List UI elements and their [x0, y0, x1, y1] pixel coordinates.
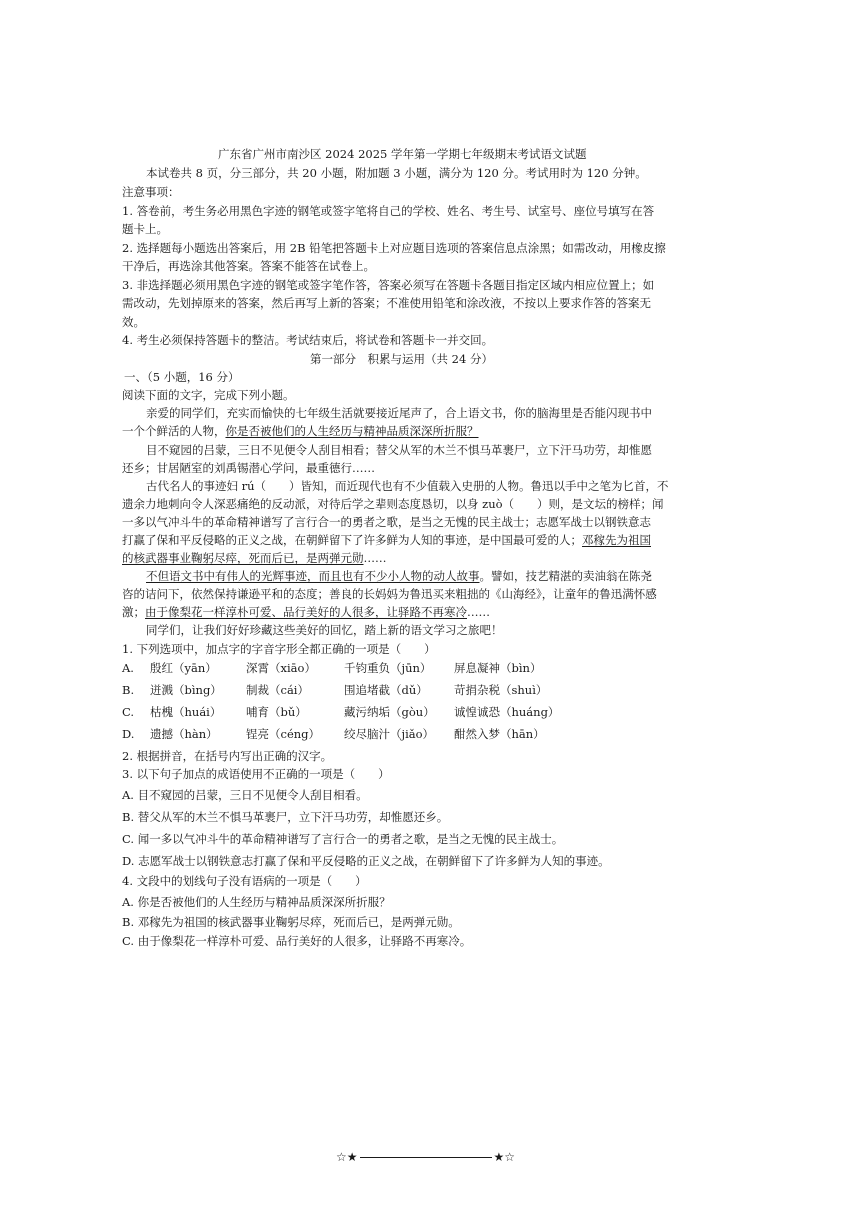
underlined-sentence: 由于像梨花一样淳朴可爱、品行美好的人很多，让驿路不再寒冷: [145, 605, 467, 619]
notice-line: 干净后，再选涂其他答案。答案不能答在试卷上。: [122, 259, 375, 273]
underlined-sentence: 你是否被他们的人生经历与精神品质深深所折服？: [225, 424, 479, 438]
passage-line: 亲爱的同学们，充实而愉快的七年级生活就要接近尾声了，合上语文书，你的脑海里是否能闪现书中: [146, 406, 652, 420]
notice-line: 题卡上。: [122, 222, 168, 236]
part-heading: 第一部分 积累与运用（共 24 分）: [310, 352, 493, 366]
question-3-option: C. 闻一多以气冲斗牛的革命精神谱写了言行合一的勇者之歌，是当之无愧的民主战士。: [122, 832, 564, 846]
question-1-stem: 1. 下列选项中，加点字的字音字形全都正确的一项是（ ）: [122, 642, 436, 656]
read-instruction: 阅读下面的文字，完成下列小题。: [122, 388, 295, 402]
question-1-option: D. 遗撼（hàn） 锃亮（céng） 绞尽脑汁（jiǎo） 酣然入梦（hān）: [122, 727, 545, 741]
question-4-option: A. 你是否被他们的人生经历与精神品质深深所折服？: [122, 895, 391, 909]
question-4-stem: 4. 文段中的划线句子没有语病的一项是（ ）: [122, 874, 367, 888]
question-4-option: C. 由于像梨花一样淳朴可爱、品行美好的人很多，让驿路不再寒冷。: [122, 934, 472, 948]
question-4-option: B. 邓稼先为祖国的核武器事业鞠躬尽瘁，死而后已，是两弹元勋。: [122, 915, 460, 929]
passage-line: 目不窥园的吕蒙，三日不见便令人刮目相看；替父从军的木兰不惧马革裹尸，立下汗马功劳，却惟愿: [146, 443, 652, 457]
underlined-sentence: 不但语文书中有伟人的光辉事迹，而且也有不少小人物的动人故事: [146, 569, 480, 583]
notice-line: 需改动，先划掉原来的答案，然后再写上新的答案；不准使用铅笔和涂改液，不按以上要求作答的答案无: [122, 296, 651, 310]
notice-line: 效。: [122, 315, 145, 329]
question-3-option: A. 目不窥园的吕蒙，三日不见便令人刮目相看。: [122, 788, 368, 802]
exam-intro: 本试卷共 8 页，分三部分，共 20 小题，附加题 3 小题，满分为 120 分。考试用时为 120 分钟。: [146, 166, 647, 180]
underlined-sentence: 邓稼先为祖国: [582, 533, 651, 547]
passage-line: 激；由于像梨花一样淳朴可爱、品行美好的人很多，让驿路不再寒冷……: [122, 605, 490, 619]
notice-label: 注意事项：: [122, 185, 180, 199]
star-icon: ☆★: [336, 1150, 358, 1164]
exam-title: 广东省广州市南沙区 2024 2025 学年第一学期七年级期末考试语文试题: [218, 147, 587, 161]
question-1-option: B. 迸溅（bìng） 制裁（cái） 围追堵截（dǔ） 苛捐杂税（shuì）: [122, 683, 548, 697]
question-1-option: C. 枯槐（huái） 哺育（bǔ） 藏污纳垢（gòu） 诚惶诚恐（huáng）: [122, 705, 560, 719]
passage-line: 一多以气冲斗牛的革命精神谱写了言行合一的勇者之歌，是当之无愧的民主战士；志愿军战士以钢铁意志: [122, 515, 651, 529]
passage-line: 咨的诘问下，依然保持谦逊平和的态度；善良的长妈妈为鲁迅买来粗拙的《山海经》，让童年的鲁迅满怀感: [122, 587, 657, 601]
passage-line: 不但语文书中有伟人的光辉事迹，而且也有不少小人物的动人故事。譬如，技艺精湛的卖油翁在陈尧: [146, 569, 652, 583]
passage-line: 打赢了保和平反侵略的正义之战，在朝鲜留下了许多鲜为人知的事迹，是中国最可爱的人；邓稼先为祖国: [122, 533, 651, 547]
star-icon: ★☆: [493, 1150, 516, 1164]
divider: [360, 1157, 492, 1158]
page-footer-ornament: [336, 1150, 532, 1166]
passage-line: 一个个鲜活的人物，你是否被他们的人生经历与精神品质深深所折服？: [122, 424, 479, 438]
notice-line: 3. 非选择题必须用黑色字迹的钢笔或签字笔作答，答案必须写在答题卡各题目指定区域内相应位置上；如: [122, 278, 655, 292]
question-1-option: A. 殷红（yān） 深霄（xiāo） 千钧重负（jūn） 屏息凝神（bìn）: [122, 661, 542, 675]
passage-line: 还乡；甘居陋室的刘禹锡潜心学问，最重德行……: [122, 461, 375, 475]
underlined-sentence: 的核武器事业鞠躬尽瘁，死而后已，是两弹元勋: [122, 551, 364, 565]
passage-line: 遗余力地刺向令人深恶痛绝的反动派，对待后学之辈则态度恳切，以身 zuò（ ）则，是文坛的榜样；闻: [122, 497, 664, 511]
notice-line: 2. 选择题每小题选出答案后，用 2B 铅笔把答题卡上对应题目选项的答案信息点涂黑；如需改动，用橡皮擦: [122, 241, 666, 255]
passage-line: 同学们，让我们好好珍藏这些美好的回忆，踏上新的语文学习之旅吧！: [146, 623, 503, 637]
question-3-option: D. 志愿军战士以钢铁意志打赢了保和平反侵略的正义之战，在朝鲜留下了许多鲜为人知的事迹。: [122, 854, 610, 868]
passage-line: 古代名人的事迹妇 rú（ ）皆知，而近现代也有不少值载入史册的人物。鲁迅以手中之笔为匕首，不: [146, 479, 669, 493]
notice-line: 4. 考生必须保持答题卡的整洁。考试结束后，将试卷和答题卡一并交回。: [122, 333, 494, 347]
question-3-option: B. 替父从军的木兰不惧马革裹尸，立下汗马功劳，却惟愿还乡。: [122, 810, 449, 824]
section-heading: 一、（5 小题，16 分）: [124, 370, 240, 384]
notice-line: 1. 答卷前，考生务必用黑色字迹的钢笔或签字笔将自己的学校、姓名、考生号、试室号、座位号填写在答: [122, 204, 655, 218]
question-2-stem: 2. 根据拼音，在括号内写出正确的汉字。: [122, 749, 333, 763]
passage-line: 的核武器事业鞠躬尽瘁，死而后已，是两弹元勋……: [122, 551, 387, 565]
question-3-stem: 3. 以下句子加点的成语使用不正确的一项是（ ）: [122, 767, 390, 781]
